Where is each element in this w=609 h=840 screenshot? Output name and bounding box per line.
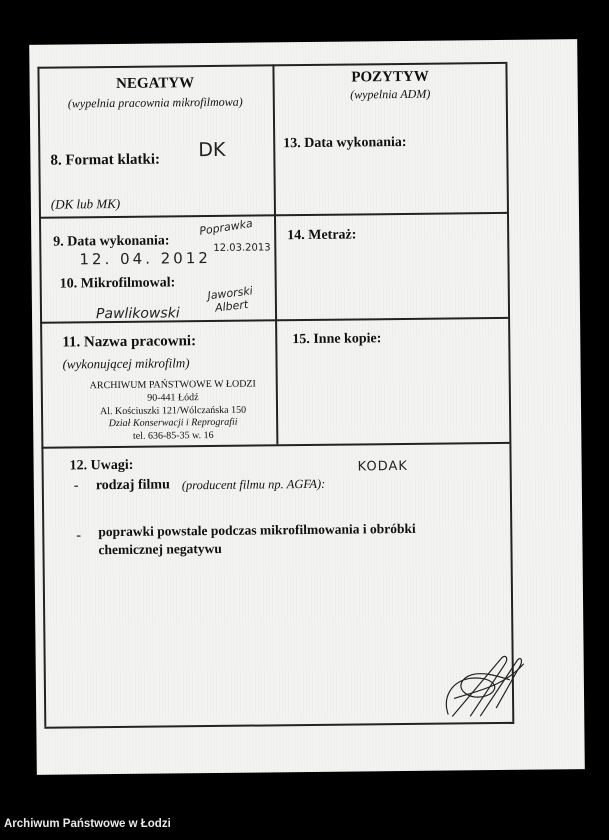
item1-hint: (producent filmu np. AGFA): xyxy=(181,476,326,493)
item1-label: rodzaj filmu xyxy=(95,477,170,494)
item1-value: KODAK xyxy=(357,458,408,475)
field15-label: 15. Inne kopie: xyxy=(292,331,382,348)
field9-correction-date: 12.03.2013 xyxy=(213,242,271,254)
stamp-line-3: Al. Kościuszki 121/Wólczańska 150 xyxy=(99,404,247,418)
pozytyw-title: POZYTYW xyxy=(351,68,429,86)
form-border-right xyxy=(505,62,513,722)
archive-caption: Archiwum Państwowe w Łodzi xyxy=(4,818,171,830)
stamp-line-4: Dział Konserwacji i Reprografii xyxy=(108,416,238,430)
field13-label: 13. Data wykonania: xyxy=(283,134,407,152)
item2-line2: chemicznej negatywu xyxy=(98,540,222,558)
field9-value: 12. 04. 2012 xyxy=(79,248,211,269)
stamp-line-2: 90-441 Łódź xyxy=(147,392,199,404)
field9-label: 9. Data wykonania: xyxy=(53,233,170,250)
field11-label: 11. Nazwa pracowni: xyxy=(62,333,197,351)
stamp-line-1: ARCHIWUM PAŃSTWOWE W ŁODZI xyxy=(89,378,256,392)
bullet-1: - xyxy=(73,478,79,494)
stamp-line-5: tel. 636-85-35 w. 16 xyxy=(132,429,214,442)
negatyw-title: NEGATYW xyxy=(115,75,195,92)
field9-correction-label: Poprawka xyxy=(198,216,254,238)
field8-label: 8. Format klatki: xyxy=(50,151,161,169)
field10-signature: Jaworski Albert xyxy=(206,284,254,315)
item2-line1: poprawki powstale podczas mikrofilmowania i obróbki xyxy=(98,520,416,540)
form-border-top xyxy=(37,62,505,68)
pozytyw-subtitle: (wypelnia ADM) xyxy=(350,86,431,102)
field8-value: DK xyxy=(198,138,226,162)
form-border-left xyxy=(37,67,45,727)
field8-hint: (DK lub MK) xyxy=(50,195,121,212)
signature-icon xyxy=(440,646,527,723)
negatyw-subtitle: (wypelnia pracownia mikrofilmowa) xyxy=(67,94,243,111)
field14-label: 14. Metraż: xyxy=(287,227,357,244)
form-border-bottom xyxy=(44,722,514,728)
field10-label: 10. Mikrofilmowal: xyxy=(59,275,176,292)
field10-value: Pawlikowski xyxy=(95,305,180,323)
bullet-2: - xyxy=(76,528,82,544)
scanned-form-page xyxy=(29,39,585,775)
field12-label: 12. Uwagi: xyxy=(69,457,134,474)
field11-hint: (wykonującej mikrofilm) xyxy=(62,355,190,372)
